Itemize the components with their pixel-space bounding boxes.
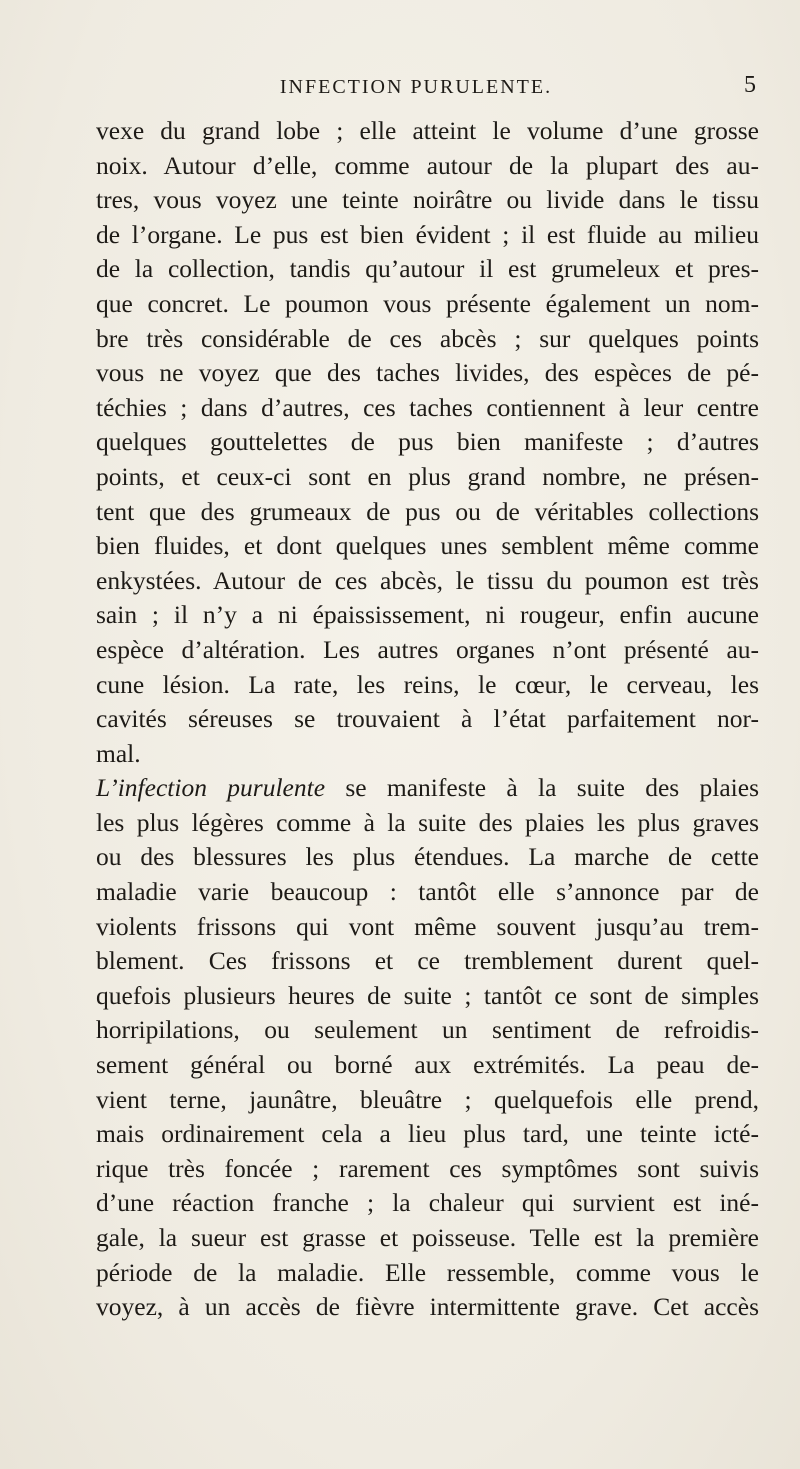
text-line: d’une réaction franche ; la chaleur qui survient est iné- xyxy=(96,1188,759,1218)
text-line: sain ; il n’y a ni épaississement, ni rougeur, enfin aucune xyxy=(96,600,759,630)
text-line: quelques gouttelettes de pus bien manifeste ; d’autres xyxy=(96,427,759,457)
text-line: mal. xyxy=(96,738,141,768)
text-line: vous ne voyez que des taches livides, des espèces de pé- xyxy=(96,358,759,388)
text-line: tres, vous voyez une teinte noirâtre ou livide dans le tissu xyxy=(96,185,759,215)
text-line: que concret. Le poumon vous présente également un nom- xyxy=(96,288,759,318)
body-text xyxy=(96,114,759,1325)
text-line: cune lésion. La rate, les reins, le cœur, le cerveau, les xyxy=(96,669,759,699)
text-line: bien fluides, et dont quelques unes semblent même comme xyxy=(96,531,759,561)
text-line: noix. Autour d’elle, comme autour de la plupart des au- xyxy=(96,150,759,180)
running-head xyxy=(96,72,756,106)
text-line: blement. Ces frissons et ce tremblement durent quel- xyxy=(96,946,759,976)
text-line: espèce d’altération. Les autres organes n’ont présenté au- xyxy=(96,634,759,664)
text-line: vexe du grand lobe ; elle atteint le volume d’une grosse xyxy=(96,116,759,145)
text-line: les plus légères comme à la suite des plaies les plus graves xyxy=(96,807,759,837)
page-number: 5 xyxy=(744,72,756,98)
text-line: rique très foncée ; rarement ces symptômes sont suivis xyxy=(96,1153,759,1183)
italic-term: L’infection purulente xyxy=(96,773,326,803)
text-line: horripilations, ou seulement un sentiment de refroidis- xyxy=(96,1015,759,1045)
text-line: quefois plusieurs heures de suite ; tantôt ce sont de simples xyxy=(96,980,759,1010)
text-line: voyez, à un accès de fièvre intermittente grave. Cet accès xyxy=(96,1292,759,1322)
text-line: période de la maladie. Elle ressemble, comme vous le xyxy=(96,1257,759,1287)
text-line: mais ordinairement cela a lieu plus tard, une teinte icté- xyxy=(96,1119,759,1149)
text-line: enkystées. Autour de ces abcès, le tissu du poumon est très xyxy=(96,565,759,595)
text-line: maladie varie beaucoup : tantôt elle s’annonce par de xyxy=(96,877,759,907)
text-line: violents frissons qui vont même souvent jusqu’au trem- xyxy=(96,911,759,941)
text-line: de la collection, tandis qu’autour il est grumeleux et pres- xyxy=(96,254,759,284)
text-line: bre très considérable de ces abcès ; sur quelques points xyxy=(96,323,759,353)
text-line: cavités séreuses se trouvaient à l’état parfaitement nor- xyxy=(96,704,759,734)
text-line: téchies ; dans d’autres, ces taches contiennent à leur centre xyxy=(96,392,759,422)
text-line: tent que des grumeaux de pus ou de véritables collections xyxy=(96,496,759,526)
paragraph-opening-line xyxy=(96,771,759,806)
text-line: ou des blessures les plus étendues. La marche de cette xyxy=(96,842,759,872)
text-line: gale, la sueur est grasse et poisseuse. Telle est la première xyxy=(96,1223,759,1252)
text-line: sement général ou borné aux extrémités. La peau de- xyxy=(96,1050,759,1080)
text-line: points, et ceux-ci sont en plus grand nombre, ne présen- xyxy=(96,461,759,491)
text-line: de l’organe. Le pus est bien évident ; il est fluide au milieu xyxy=(96,219,759,249)
text-run: se manifeste à la suite des plaies xyxy=(325,773,760,803)
running-title: INFECTION PURULENTE. xyxy=(279,76,553,98)
text-line: vient terne, jaunâtre, bleuâtre ; quelquefois elle prend, xyxy=(96,1084,759,1114)
